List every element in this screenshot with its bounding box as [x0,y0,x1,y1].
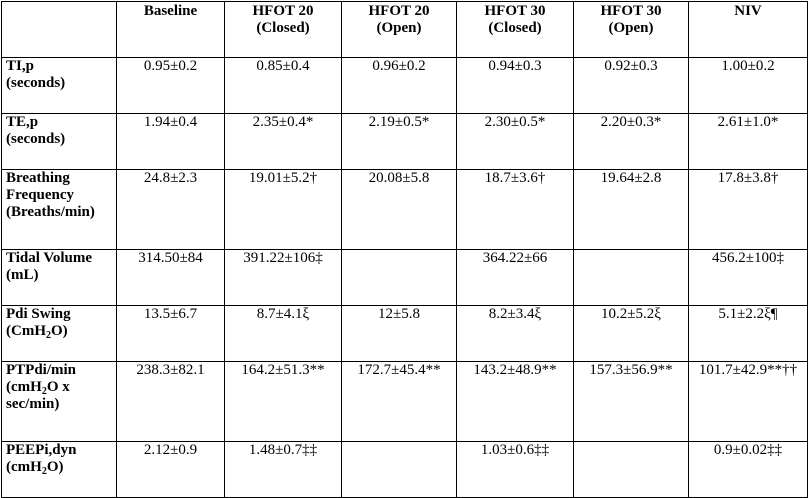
table-cell: 364.22±66 [457,250,574,306]
table-cell: 0.9±0.02‡‡ [689,442,808,498]
table-cell: 0.96±0.2 [342,58,457,114]
row-label-line: (Breaths/min) [6,204,95,220]
row-label-line: Breathing [6,170,70,186]
header-cell-baseline: Baseline [117,2,225,58]
table-cell: 238.3±82.1 [117,362,225,442]
table-cell: 0.94±0.3 [457,58,574,114]
subscript: 2 [41,386,47,397]
table-cell: 18.7±3.6† [457,170,574,250]
table-cell: 20.08±5.8 [342,170,457,250]
table-cell: 8.7±4.1ξ [225,306,342,362]
table-cell [342,250,457,306]
header-cell-empty [2,2,117,58]
table-row [2,170,808,250]
table-row [2,58,808,114]
header-row [2,2,808,58]
header-cell-hfot30-closed [457,2,574,58]
table-cell: 2.61±1.0* [689,114,808,170]
table-cell [342,442,457,498]
row-label-line: Pdi Swing [6,306,71,322]
unit-text: (cmH [6,459,42,475]
row-label [2,114,117,170]
row-label [2,442,117,498]
table-cell [574,442,689,498]
table-cell: 1.03±0.6‡‡ [457,442,574,498]
table-row [2,306,808,362]
table-cell: 164.2±51.3** [225,362,342,442]
table-row [2,250,808,306]
table-cell: 1.00±0.2 [689,58,808,114]
table-cell: 24.8±2.3 [117,170,225,250]
table-cell: 2.12±0.9 [117,442,225,498]
header-line: (Open) [376,20,422,36]
header-cell-niv: NIV [689,2,808,58]
row-label-line: (mL) [6,267,39,283]
row-label-line: Frequency [6,187,75,203]
table-cell: 2.35±0.4* [225,114,342,170]
unit-text: O x [46,379,70,395]
header-line: (Closed) [256,20,310,36]
row-label-line: PTPdi/min [6,362,77,378]
results-table [1,1,808,498]
header-line: HFOT 20 [252,3,314,19]
row-label-line: (seconds) [6,75,66,91]
row-label-line: (seconds) [6,131,66,147]
table-cell: 12±5.8 [342,306,457,362]
row-label [2,306,117,362]
header-line: (Open) [608,20,654,36]
table-cell: 2.20±0.3* [574,114,689,170]
row-label-line: TE,p [6,114,39,130]
table-cell: 17.8±3.8† [689,170,808,250]
table-row [2,442,808,498]
table-cell: 172.7±45.4** [342,362,457,442]
header-cell-hfot30-open [574,2,689,58]
row-label [2,58,117,114]
unit-text: (CmH [6,323,46,339]
row-label-line: PEEPi,dyn [6,442,77,458]
subscript: 2 [46,330,51,341]
table-cell [574,250,689,306]
unit-text: O) [46,459,64,475]
unit-text: O) [51,323,68,339]
header-cell-hfot20-open [342,2,457,58]
header-line: (Closed) [488,20,542,36]
table-cell: 0.95±0.2 [117,58,225,114]
table-row [2,114,808,170]
table-cell: 157.3±56.9** [574,362,689,442]
row-label [2,250,117,306]
row-label [2,170,117,250]
row-label-line [6,459,112,476]
row-label-line [6,323,112,340]
table-cell: 2.30±0.5* [457,114,574,170]
table-cell: 19.01±5.2† [225,170,342,250]
table-cell: 13.5±6.7 [117,306,225,362]
table-cell: 456.2±100‡ [689,250,808,306]
table-cell: 101.7±42.9**†† [689,362,808,442]
table-cell: 1.48±0.7‡‡ [225,442,342,498]
unit-text: (cmH [6,379,42,395]
table-cell: 314.50±84 [117,250,225,306]
table-cell: 143.2±48.9** [457,362,574,442]
table-cell: 2.19±0.5* [342,114,457,170]
table-cell: 8.2±3.4ξ [457,306,574,362]
table-cell: 0.85±0.4 [225,58,342,114]
header-line: HFOT 20 [368,3,430,19]
table-cell: 391.22±106‡ [225,250,342,306]
row-label-line: Tidal Volume [6,250,93,266]
table-cell: 1.94±0.4 [117,114,225,170]
header-line: HFOT 30 [600,3,662,19]
table-row [2,362,808,442]
table-cell: 5.1±2.2ξ¶ [689,306,808,362]
subscript: 2 [41,466,47,477]
table-cell: 19.64±2.8 [574,170,689,250]
row-label-line: sec/min) [6,396,60,412]
row-label-line [6,379,112,396]
header-line: HFOT 30 [484,3,546,19]
table-cell: 0.92±0.3 [574,58,689,114]
header-cell-hfot20-closed [225,2,342,58]
row-label [2,362,117,442]
table-cell: 10.2±5.2ξ [574,306,689,362]
row-label-line: TI,p [6,58,34,74]
